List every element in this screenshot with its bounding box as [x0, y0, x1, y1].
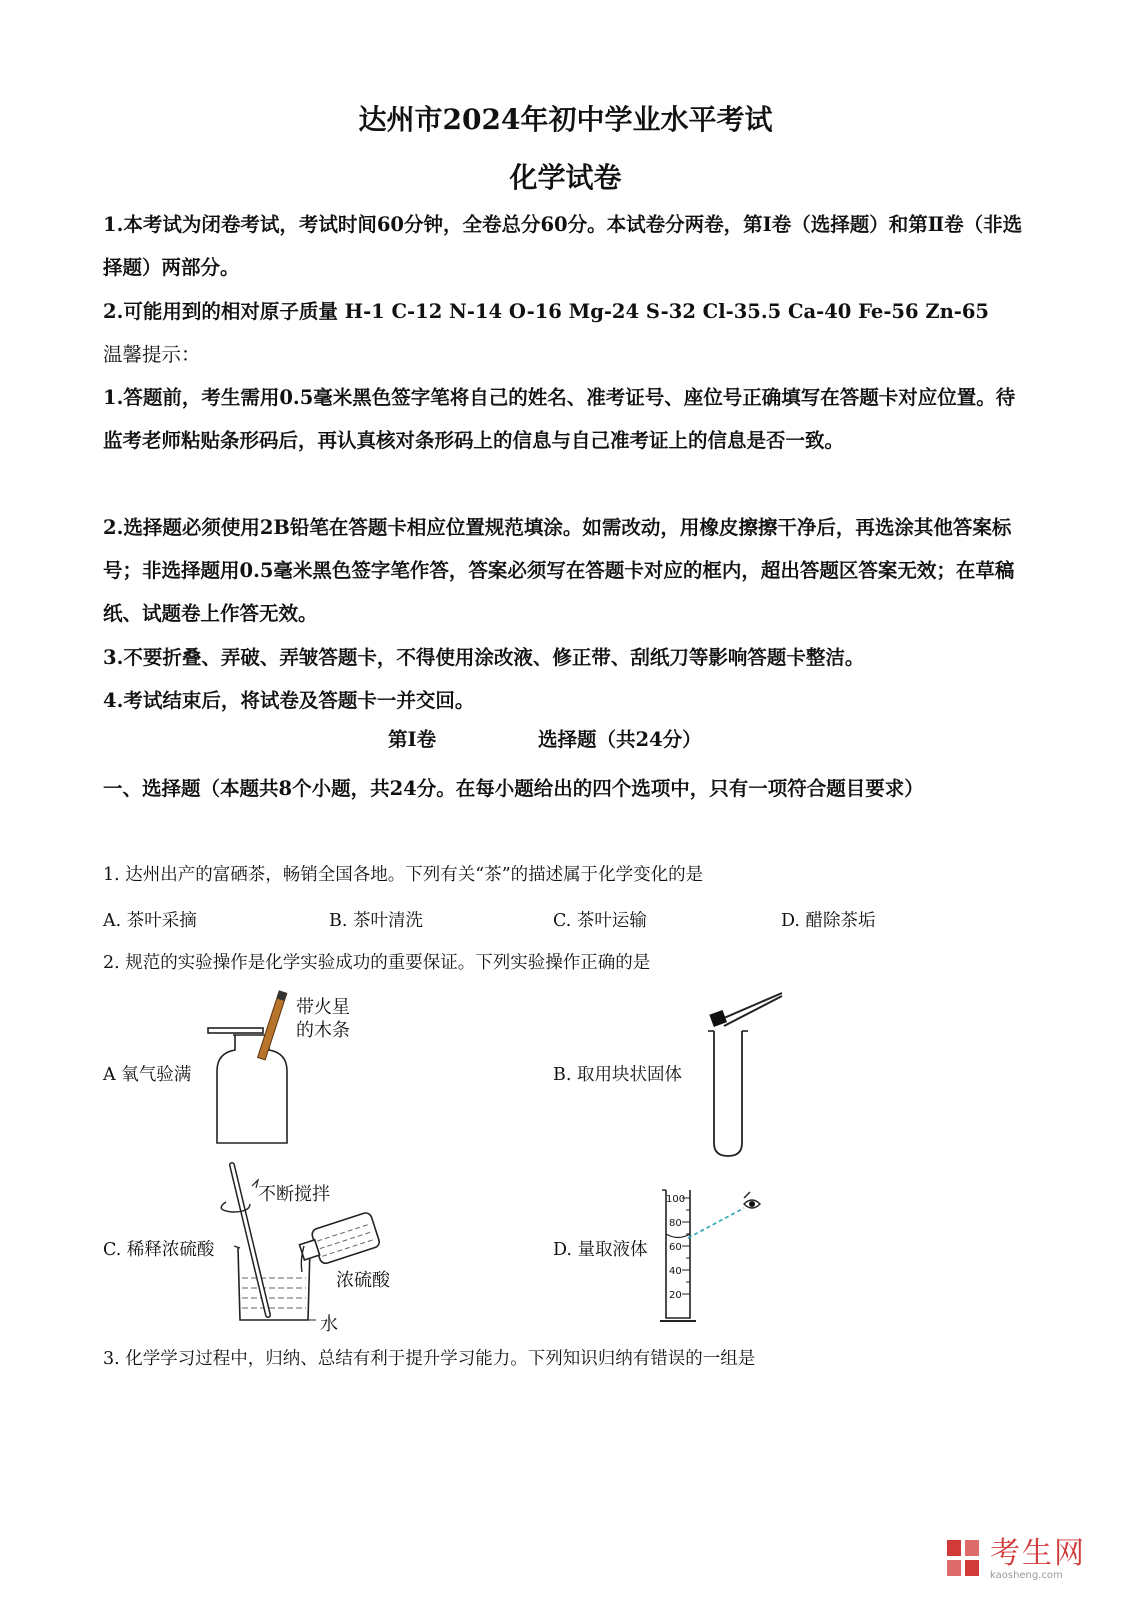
- exam-title: 达州市2024年初中学业水平考试: [358, 103, 773, 136]
- q1-option-a: A. 茶叶采摘: [103, 911, 197, 931]
- tip-1: 1.答题前，考生需用0.5毫米黑色签字笔将自己的姓名、准考证号、座位号正确填写在答题卡对应位置。待监考老师粘贴条形码后，再认真核对条形码上的信息与自己准考证上的信息是否一致。: [103, 386, 1016, 452]
- section-heading: 一、选择题（本题共8个小题，共24分。在每小题给出的四个选项中，只有一项符合题目要求）: [103, 777, 924, 800]
- q2-option-d: D. 量取液体: [553, 1240, 648, 1260]
- figure-c-label-stir: 不断搅拌: [258, 1184, 330, 1205]
- exam-subtitle: 化学试卷: [509, 161, 622, 194]
- watermark: [945, 1538, 1086, 1582]
- figure-d-tick-60: 60: [669, 1242, 682, 1253]
- section-name: 选择题（共24分）: [538, 728, 702, 751]
- q2-option-a: A 氧气验满: [103, 1065, 192, 1085]
- q2-option-c: C. 稀释浓硫酸: [103, 1240, 215, 1260]
- watermark-text: 考生网: [990, 1536, 1086, 1571]
- q1-stem: 1. 达州出产的富硒茶，畅销全国各地。下列有关“茶”的描述属于化学变化的是: [103, 865, 704, 885]
- watermark-url: kaosheng.com: [990, 1570, 1063, 1581]
- figure-d-tick-20: 20: [669, 1290, 682, 1301]
- figure-d-tick-80: 80: [669, 1218, 682, 1229]
- figure-c-label-water: 水: [320, 1314, 338, 1335]
- figure-d-tick-40: 40: [669, 1266, 682, 1277]
- tip-3: 3.不要折叠、弄破、弄皱答题卡，不得使用涂改液、修正带、刮纸刀等影响答题卡整洁。: [103, 646, 865, 669]
- figure-b-solid-sampling: [690, 988, 810, 1158]
- q1-option-d: D. 醋除茶垢: [781, 911, 876, 931]
- q2-option-b: B. 取用块状固体: [553, 1065, 682, 1085]
- tip-4: 4.考试结束后，将试卷及答题卡一并交回。: [103, 689, 475, 712]
- instruction-1: 1.本考试为闭卷考试，考试时间60分钟，全卷总分60分。本试卷分两卷，第I卷（选择题）和第Ⅱ卷（非选择题）两部分。: [103, 213, 1023, 279]
- tip-2: 2.选择题必须使用2B铅笔在答题卡相应位置规范填涂。如需改动，用橡皮擦擦干净后，再选涂其他答案标号；非选择题用0.5毫米黑色签字笔作答，答案必须写在答题卡对应的框内，超出答题区答案无效；在草稿纸、试题卷上作答无效。: [103, 516, 1015, 625]
- q2-stem: 2. 规范的实验操作是化学实验成功的重要保证。下列实验操作正确的是: [103, 953, 651, 973]
- figure-c-label-acid: 浓硫酸: [336, 1270, 390, 1291]
- figure-d-tick-100: 100: [666, 1194, 686, 1205]
- q3-stem: 3. 化学学习过程中，归纳、总结有利于提升学习能力。下列知识归纳有错误的一组是: [103, 1349, 756, 1369]
- watermark-logo-icon: [945, 1538, 981, 1578]
- figure-a-label: 带火星的木条: [296, 997, 350, 1041]
- q1-option-c: C. 茶叶运输: [553, 911, 647, 931]
- section-volume: 第I卷: [388, 728, 437, 751]
- instruction-2: 2.可能用到的相对原子质量 H-1 C-12 N-14 O-16 Mg-24 S-32 Cl-35.5 Ca-40 Fe-56 Zn-65: [103, 300, 989, 323]
- q1-option-b: B. 茶叶清洗: [329, 911, 423, 931]
- tips-title: 温馨提示：: [103, 343, 201, 366]
